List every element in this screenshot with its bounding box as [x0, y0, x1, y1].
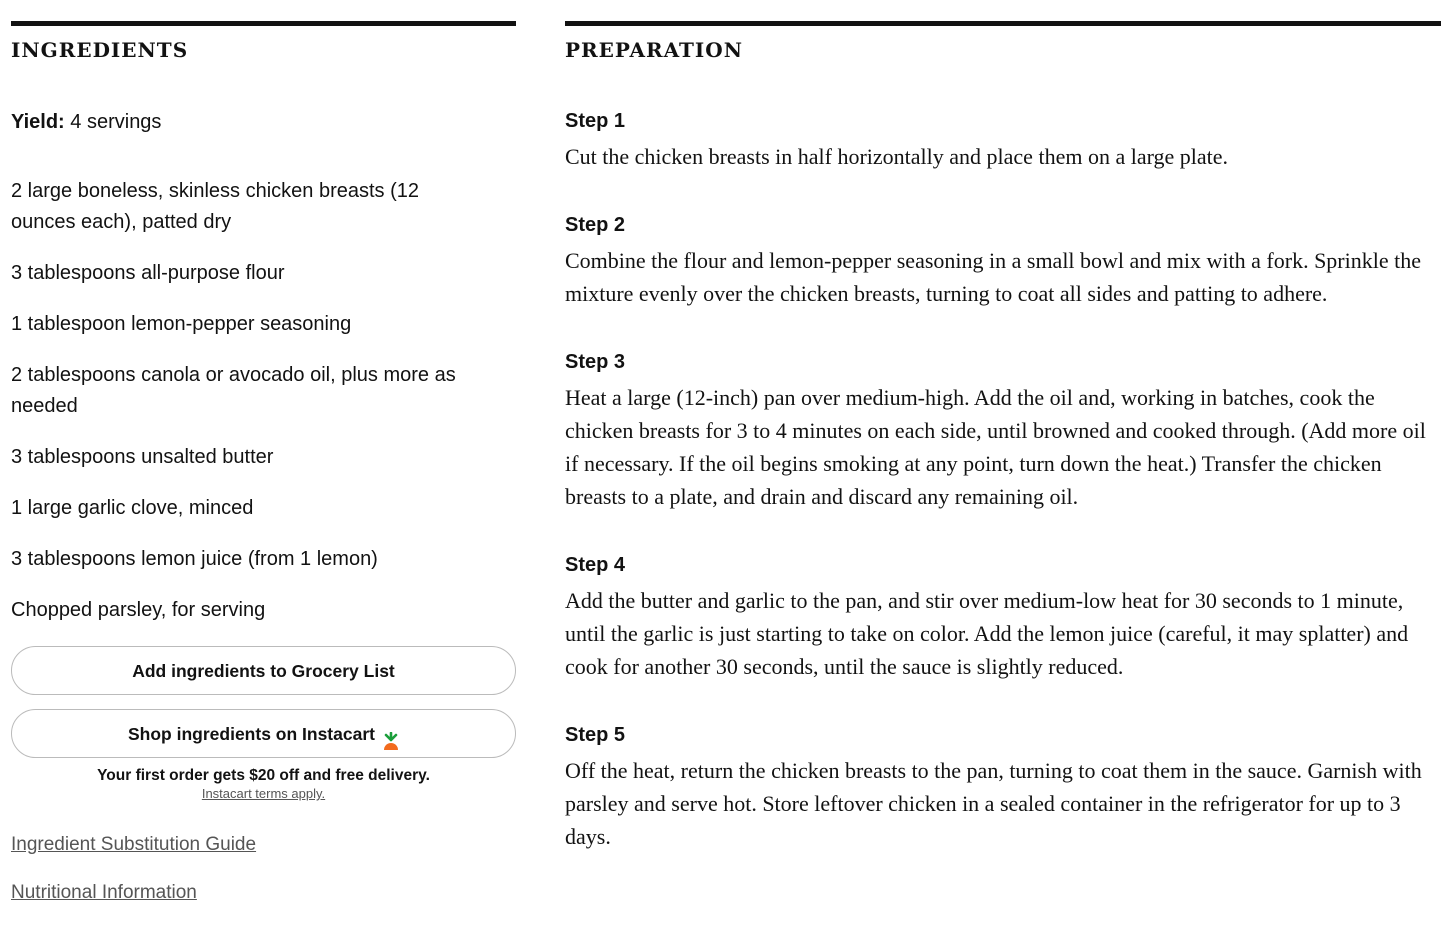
ingredient-item: 2 large boneless, skinless chicken breasts (12 ounces each), patted dry: [11, 180, 419, 233]
step: [565, 349, 1441, 513]
ingredient-item: 1 large garlic clove, minced: [11, 497, 254, 519]
nutritional-information-link[interactable]: Nutritional Information: [11, 882, 197, 903]
instacart-promo: Your first order gets $20 off and free delivery.: [97, 767, 430, 784]
step-text: Off the heat, return the chicken breasts to the pan, turning to coat them in the sauce. Garnish with parsley and serve hot. Store leftover chicken in a sealed container in the refrigerator for up to 3 days.: [565, 758, 1422, 849]
step: [565, 722, 1441, 853]
carrot-icon: [383, 723, 399, 743]
ingredient-item: 3 tablespoons lemon juice (from 1 lemon): [11, 548, 378, 570]
step-list: [565, 108, 1441, 853]
step-label: Step 5: [565, 724, 626, 746]
step-label: Step 3: [565, 351, 626, 373]
section-rule: [11, 21, 516, 26]
instacart-button-label: Shop ingredients on Instacart: [128, 724, 375, 744]
step: [565, 552, 1441, 683]
step-text: Add the butter and garlic to the pan, and stir over medium-low heat for 30 seconds to 1 minute, until the garlic is just starting to take on color. Add the lemon juice (careful, it may splatter) and cook for another 30 seconds, until the sauce is slightly reduced.: [565, 588, 1409, 679]
step-text: Heat a large (12-inch) pan over medium-high. Add the oil and, working in batches, cook the chicken breasts for 3 to 4 minutes on each side, until browned and cooked through. (Add more oil if necessary. If the oil begins smoking at any point, turn down the heat.) Transfer the chicken breasts to a plate, and drain and discard any remaining oil.: [565, 385, 1426, 509]
section-rule: [565, 21, 1441, 26]
ingredients-heading: INGREDIENTS: [11, 38, 189, 62]
preparation-section: [565, 21, 1441, 892]
yield-value: 4 servings: [70, 111, 162, 133]
step: [565, 108, 1441, 173]
ingredient-item: 1 tablespoon lemon-pepper seasoning: [11, 313, 352, 335]
add-to-grocery-list-button[interactable]: Add ingredients to Grocery List: [11, 646, 516, 695]
step-label: Step 1: [565, 110, 626, 132]
step-text: Combine the flour and lemon-pepper seasoning in a small bowl and mix with a fork. Sprinkle the mixture evenly over the chicken breasts, turning to coat all sides and patting to adhere.: [565, 248, 1421, 306]
ingredient-item: 2 tablespoons canola or avocado oil, plus more as needed: [11, 364, 456, 417]
step-label: Step 4: [565, 554, 626, 576]
ingredient-list: [11, 176, 481, 626]
ingredient-item: 3 tablespoons unsalted butter: [11, 446, 274, 468]
step: [565, 212, 1441, 310]
ingredient-item: Chopped parsley, for serving: [11, 599, 266, 621]
step-text: Cut the chicken breasts in half horizontally and place them on a large plate.: [565, 144, 1229, 169]
ingredients-section: [11, 21, 516, 905]
preparation-heading: PREPARATION: [565, 38, 743, 62]
shop-instacart-button[interactable]: [11, 709, 516, 758]
instacart-terms-link[interactable]: Instacart terms apply.: [201, 786, 326, 801]
yield: [11, 108, 516, 136]
step-label: Step 2: [565, 214, 626, 236]
yield-label: Yield:: [11, 111, 65, 133]
ingredient-item: 3 tablespoons all-purpose flour: [11, 262, 285, 284]
substitution-guide-link[interactable]: Ingredient Substitution Guide: [11, 834, 257, 855]
